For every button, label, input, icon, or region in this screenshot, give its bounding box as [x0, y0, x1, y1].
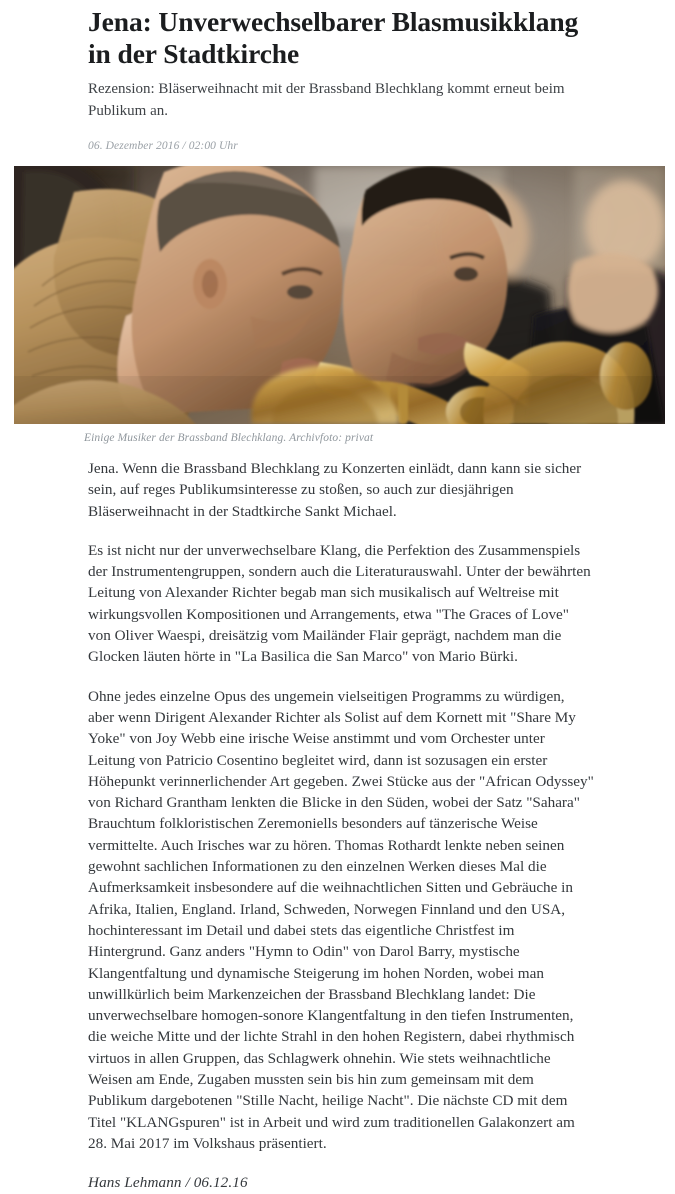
publish-timestamp: 06. Dezember 2016 / 02:00 Uhr — [88, 140, 238, 152]
article-body — [0, 444, 675, 1194]
photo-illustration — [14, 166, 665, 424]
article-paragraph: Jena. Wenn die Brassband Blechklang zu Konzerten einlädt, dann kann sie sicher sein, auf reges Publikumsinteresse zu stoßen, so auch zur diesjährigen Bläserweihnacht in der Stadtkirche Sankt Michael. — [88, 460, 582, 520]
article-paragraph: Ohne jedes einzelne Opus des ungemein vielseitigen Programms zu würdigen, aber wenn Dirigent Alexander Richter als Solist auf dem Kornett mit "Share My Yoke" von Joy Webb eine irische Weise anstimmt und vom Orchester unter Leitung von Patricio Cosentino begleitet wird, dann ist sozusagen ein erster Höhepunkt verinnerlichender Art gegeben. Zwei Stücke aus der "African Odyssey" von Richard Grantham lenkten die Blicke in den Süden, wobei der Satz "Sahara" Brauchtum folkloristischen Zeremoniells besonders auf tänzerische Weise vermittelte. Auch Irisches war zu hören. Thomas Rothardt lenkte neben seinen gewohnt sachlichen Informationen zu den einzelnen Werken dieses Mal die Aufmerksamkeit insbesondere auf die weihnachtlichen Sitten und Gebräuche in Afrika, Italien, England. Irland, Schweden, Norwegen Finnland und den USA, hochinteressant im Detail und dabei stets das eigentliche Christfest im Hintergrund. Ganz anders "Hymn to Odin" von Darol Barry, mystische Klangentfaltung und dynamische Steigerung im hohen Norden, wobei man unwillkürlich beim Markenzeichen der Brassband Blechklang landet: Die unverwechselbare homogen-sonore Klangentfaltung in den tiefen Instrumenten, die weiche Mitte und der lichte Strahl in den hohen Registern, dabei rhythmisch virtuos in allen Gruppen, das Schlagwerk ohnehin. Wie stets weihnachtliche Weisen am Ende, Zugaben mussten sein bis hin zum gemeinsam mit dem Publikum dargebotenen "Stille Nacht, heilige Nacht". Die nächste CD mit dem Titel "KLANGspuren" ist in Arbeit und wird zum traditionellen Galakonzert am 28. Mai 2017 im Volkshaus präsentiert. — [88, 687, 594, 1152]
article-photo — [14, 166, 665, 424]
article-header — [0, 0, 675, 152]
article-byline: Hans Lehmann / 06.12.16 — [88, 1174, 248, 1192]
page-title: Jena: Unverwechselbarer Blasmusikklang in der Stadtkirche — [88, 6, 579, 69]
article-figure — [0, 166, 675, 444]
figure-caption: Einige Musiker der Brassband Blechklang. Archivfoto: privat — [84, 432, 374, 444]
article-paragraph: Es ist nicht nur der unverwechselbare Klang, die Perfektion des Zusammenspiels der Instrumentengruppen, sondern auch die Literaturauswahl. Unter der bewährten Leitung von Alexander Richter begab man sich musikalisch auf Weltreise mit wirkungsvollen Kompositionen und Arrangements, etwa "The Graces of Love" von Oliver Waespi, dreisätzig vom Mailänder Flair geprägt, nachdem man die Glocken läuten hörte in "La Basilica die San Marco" von Mario Bürki. — [88, 541, 591, 666]
article-deck: Rezension: Bläserweihnacht mit der Brassband Blechklang kommt erneut beim Publikum an. — [88, 81, 565, 119]
